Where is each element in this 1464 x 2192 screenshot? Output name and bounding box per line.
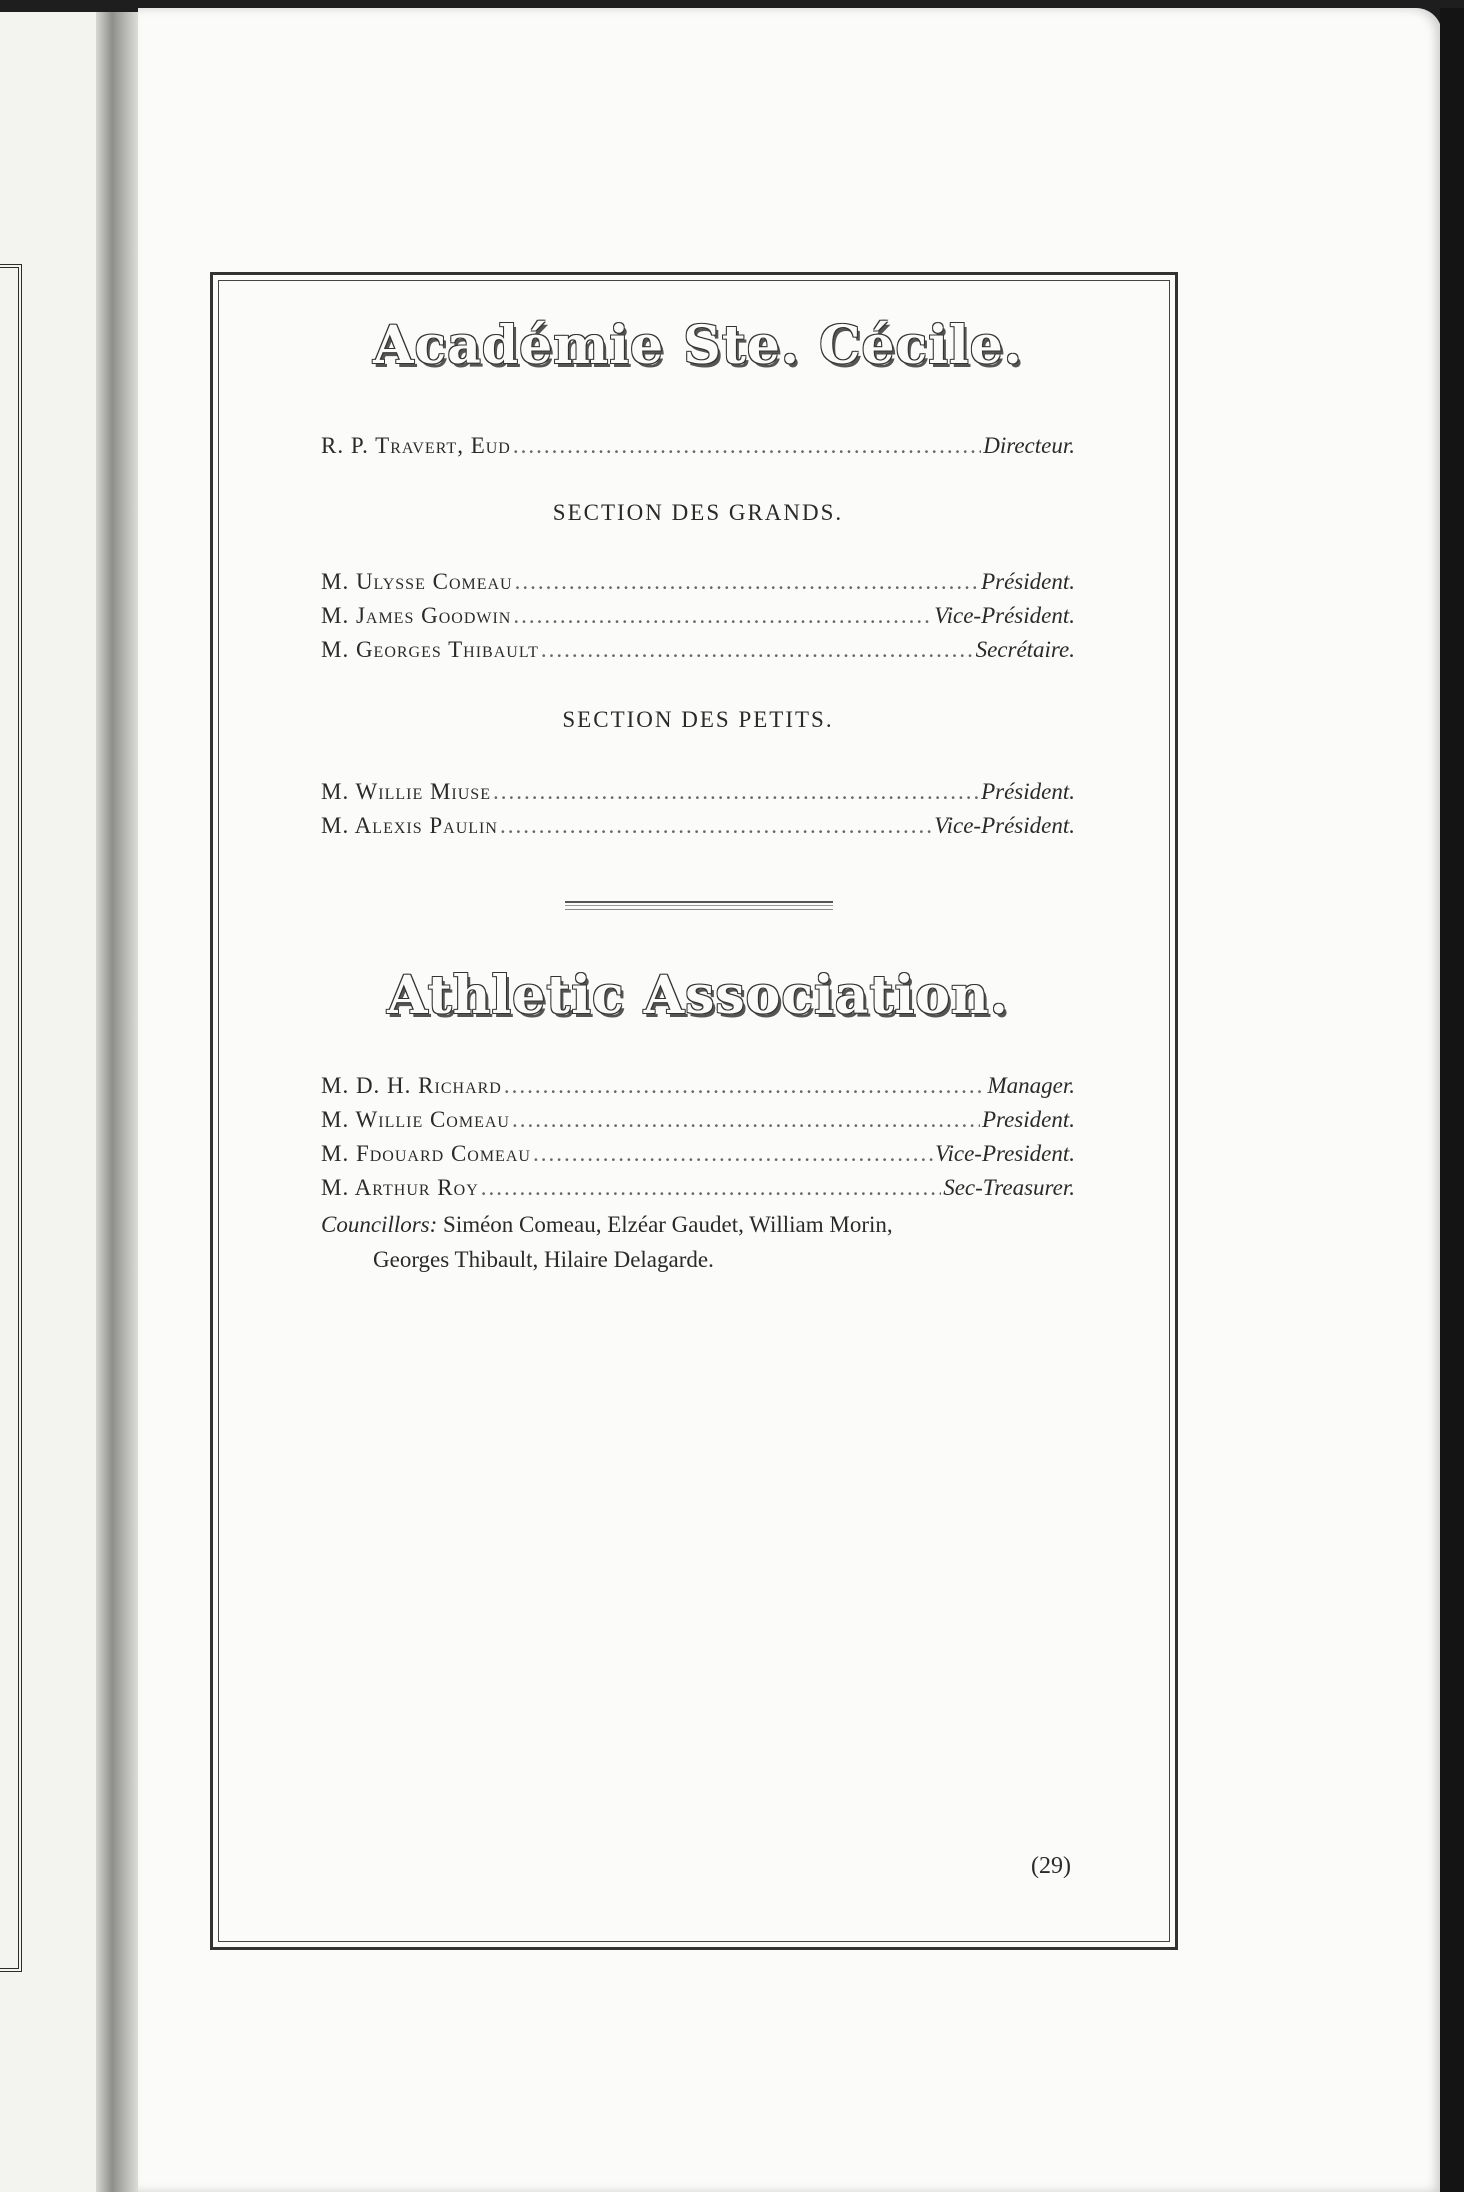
officer-name: M. Alexis Paulin	[321, 813, 498, 838]
director-name: R. P. Travert, Eud	[321, 433, 511, 458]
officer-name: M. D. H. Richard	[321, 1073, 502, 1098]
athletic-title: Athletic Association.	[387, 965, 1009, 1026]
leader-dots	[504, 1071, 986, 1101]
officer-role: Vice-Président.	[934, 813, 1075, 838]
officer-role: President.	[981, 1107, 1075, 1132]
left-page-border	[0, 264, 22, 1972]
page-frame	[210, 272, 1178, 1950]
officer-row	[321, 811, 1075, 841]
leader-dots	[512, 1105, 980, 1135]
page-edge	[1440, 8, 1464, 2192]
officer-row	[321, 1105, 1075, 1135]
officer-role: Président.	[981, 779, 1075, 804]
councillors-line-1: Siméon Comeau, Elzéar Gaudet, William Morin,	[443, 1212, 893, 1237]
section-petits-title: SECTION DES PETITS.	[562, 707, 834, 732]
leader-dots	[481, 1173, 941, 1203]
page-number: (29)	[1031, 1853, 1071, 1879]
officer-name: M. Willie Miuse	[321, 779, 491, 804]
officer-row	[321, 777, 1075, 807]
officer-name: M. Fdouard Comeau	[321, 1141, 531, 1166]
officer-name: M. Ulysse Comeau	[321, 569, 513, 594]
leader-dots	[493, 777, 979, 807]
leader-dots	[533, 1139, 933, 1169]
officer-name: M. Arthur Roy	[321, 1175, 479, 1200]
leader-dots	[541, 635, 974, 665]
officer-row	[321, 635, 1075, 665]
leader-dots	[515, 567, 979, 597]
director-role: Directeur.	[983, 433, 1075, 458]
leader-dots	[513, 431, 981, 461]
officer-name: M. Willie Comeau	[321, 1107, 510, 1132]
officer-row	[321, 601, 1075, 631]
academie-title: Académie Ste. Cécile.	[373, 315, 1023, 376]
councillors-line-2: Georges Thibault, Hilaire Delagarde.	[373, 1247, 714, 1272]
officer-role: Vice-Président.	[934, 603, 1075, 628]
officer-row	[321, 1173, 1075, 1203]
councillors-label: Councillors:	[321, 1212, 438, 1237]
officer-role: Vice-President.	[935, 1141, 1075, 1166]
leader-dots	[513, 601, 932, 631]
book-gutter	[96, 12, 142, 2192]
director-row	[321, 431, 1075, 461]
councillors-block	[321, 1207, 1075, 1277]
officer-role: Président.	[981, 569, 1075, 594]
officer-row	[321, 1071, 1075, 1101]
officer-name: M. Georges Thibault	[321, 637, 539, 662]
section-divider	[565, 901, 833, 910]
officer-role: Manager.	[987, 1073, 1075, 1098]
section-grands-title: SECTION DES GRANDS.	[552, 500, 844, 525]
officer-role: Sec-Treasurer.	[943, 1175, 1075, 1200]
page-content	[321, 275, 1075, 1947]
officer-name: M. James Goodwin	[321, 603, 512, 628]
officer-row	[321, 1139, 1075, 1169]
officer-row	[321, 567, 1075, 597]
leader-dots	[500, 811, 932, 841]
officer-role: Secrétaire.	[975, 637, 1075, 662]
